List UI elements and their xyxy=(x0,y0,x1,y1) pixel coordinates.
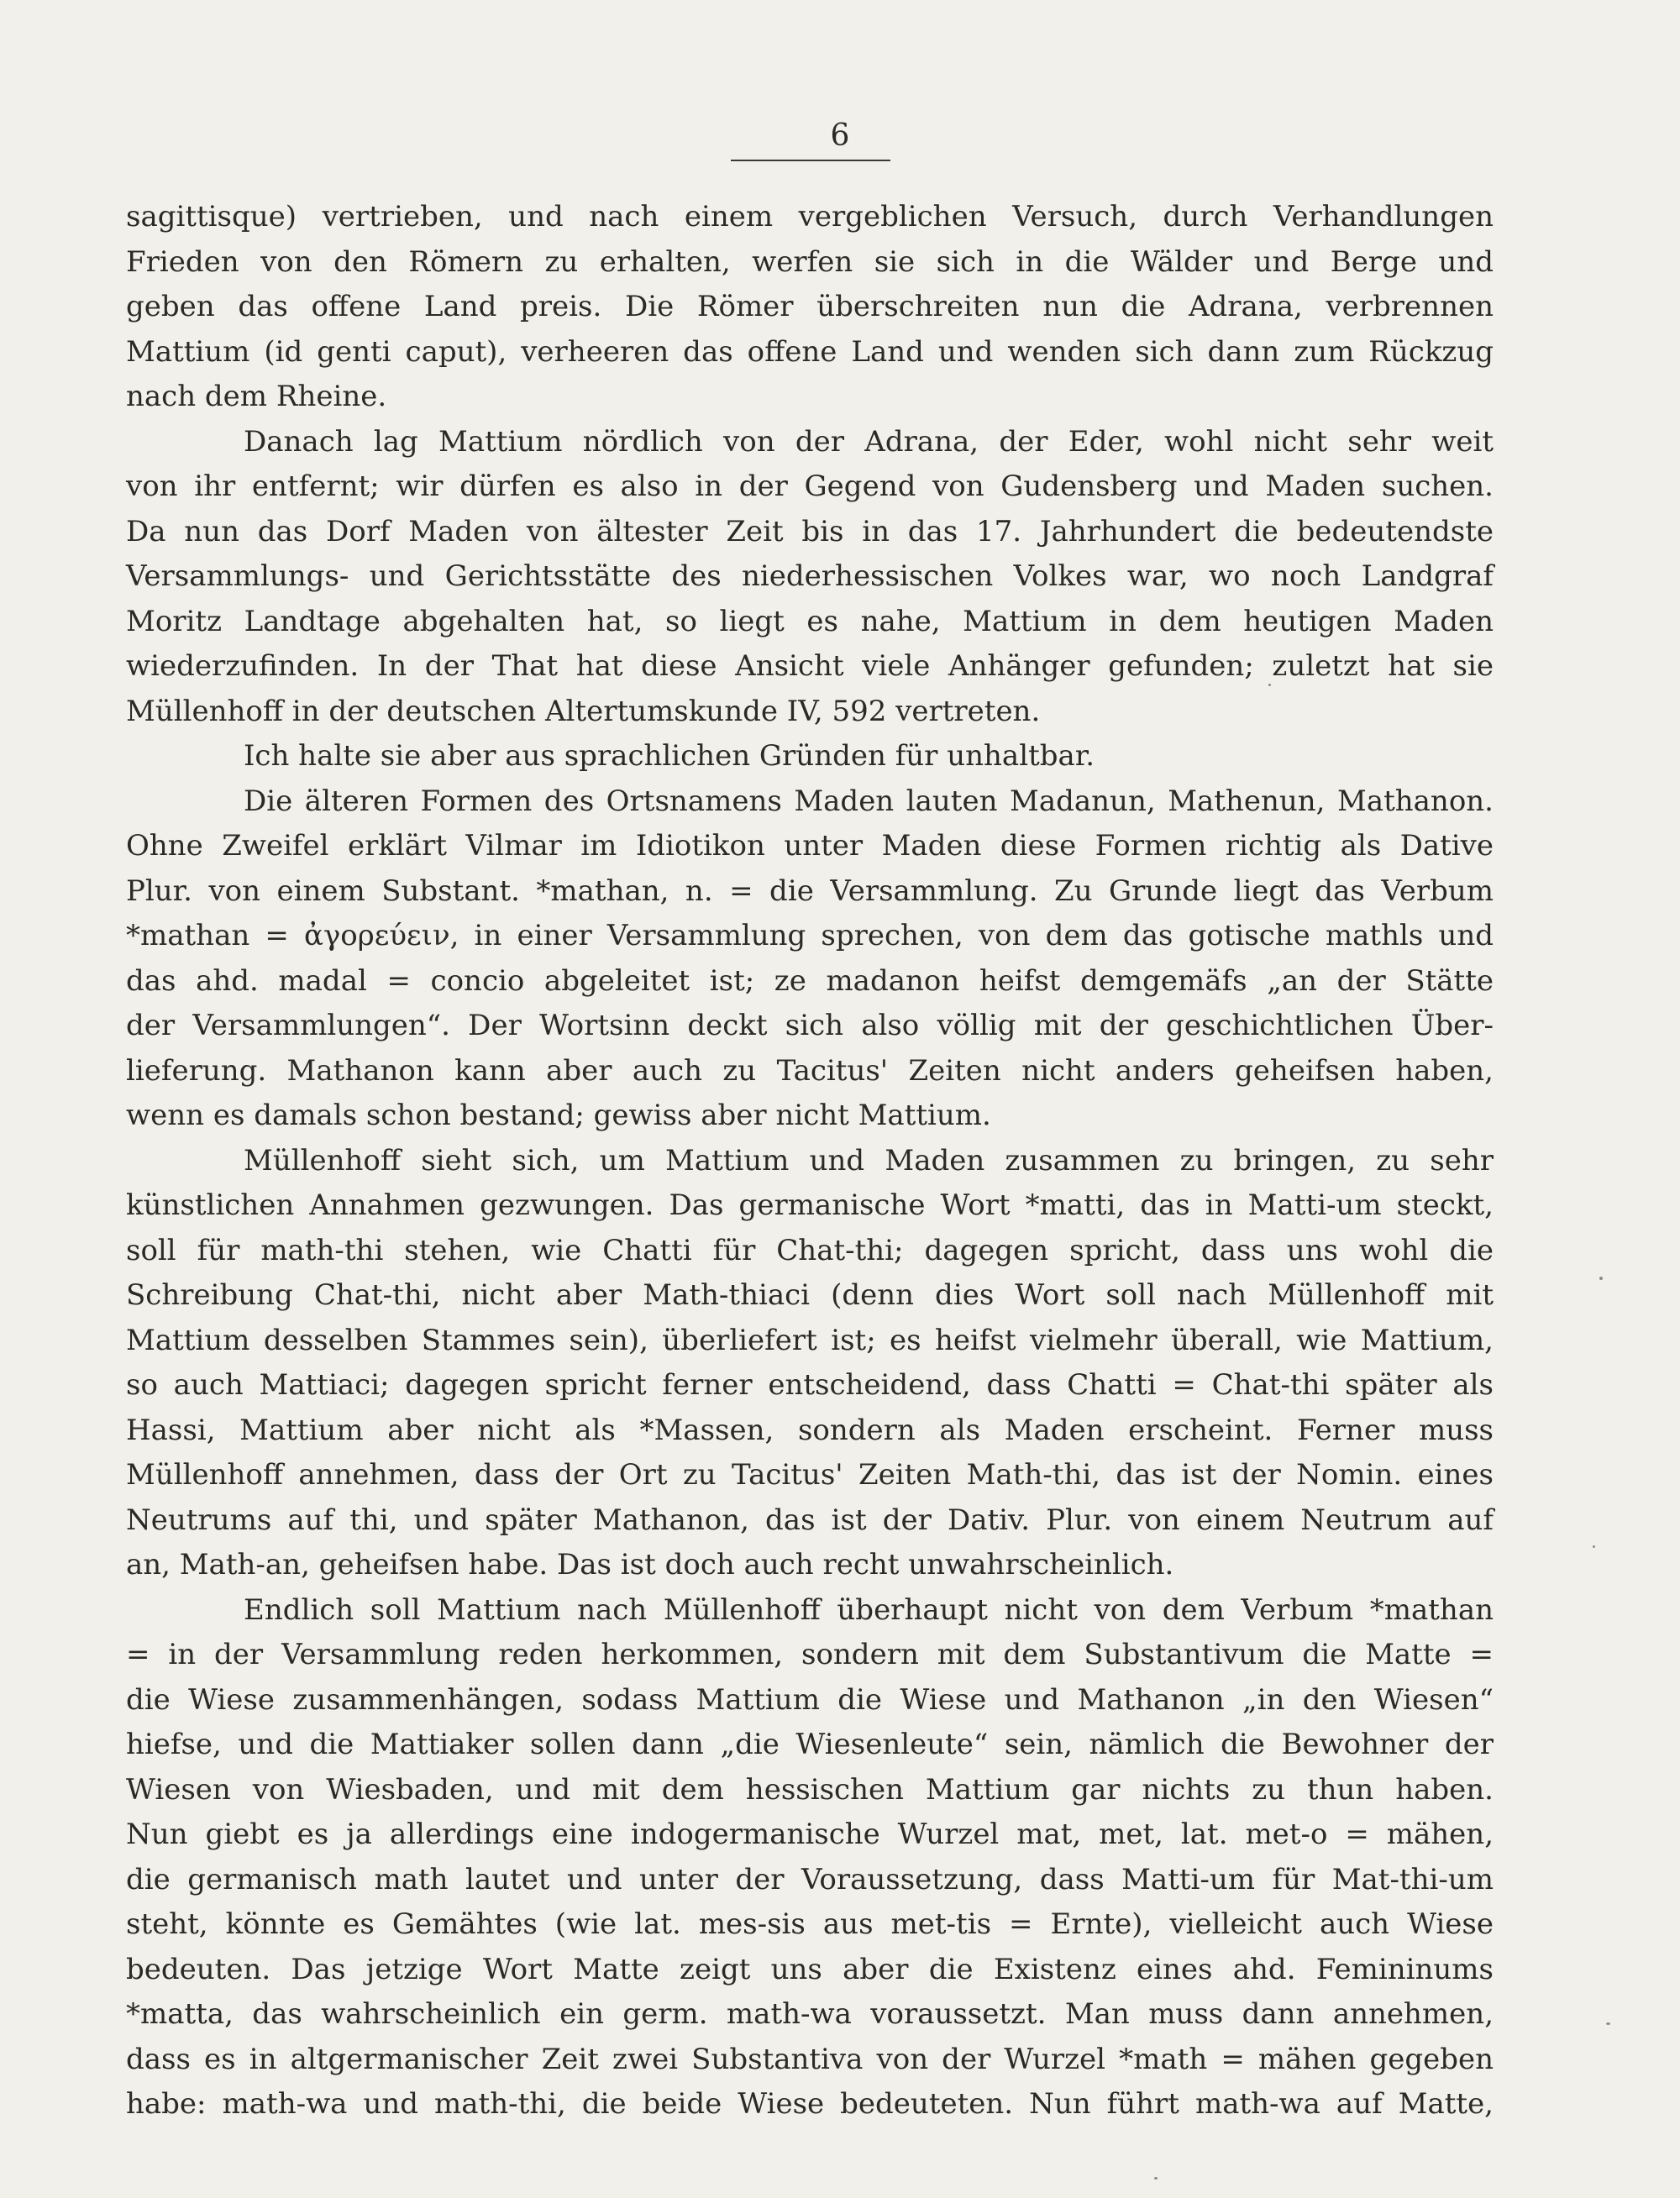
text-line: *matta, das wahrscheinlich ein germ. math-wa voraussetzt. Man muss dann annehmen, xyxy=(126,1997,1494,2031)
text-line: Neutrums auf thi, und später Mathanon, das ist der Dativ. Plur. von einem Neutrum auf xyxy=(126,1503,1494,1537)
text-line: Versammlungs- und Gerichtsstätte des niederhessischen Volkes war, wo noch Landgraf xyxy=(126,559,1494,593)
text-line: soll für math-thi stehen, wie Chatti für Chat-thi; dagegen spricht, dass uns wohl die xyxy=(126,1233,1494,1267)
text-line: *mathan = ἀγορεύειν, in einer Versammlung sprechen, von dem das gotische mathls und xyxy=(126,919,1494,952)
text-line: Mattium desselben Stammes sein), überliefert ist; es heifst vielmehr überall, wie Mattium, xyxy=(126,1323,1494,1357)
text-line: künstlichen Annahmen gezwungen. Das germanische Wort *matti, das in Matti-um steckt, xyxy=(126,1188,1494,1222)
text-line: wiederzufinden. In der That hat diese Ansicht viele Anhänger gefunden; zuletzt hat sie xyxy=(126,649,1494,683)
text-line: Mattium (id genti caput), verheeren das offene Land und wenden sich dann zum Rückzug xyxy=(126,334,1494,369)
text-line: Schreibung Chat-thi, nicht aber Math-thiaci (denn dies Wort soll nach Müllenhoff mit xyxy=(126,1278,1494,1312)
text-line: wenn es damals schon bestand; gewiss aber nicht Mattium. xyxy=(126,1099,991,1132)
text-line: Moritz Landtage abgehalten hat, so liegt es nahe, Mattium in dem heutigen Maden xyxy=(126,604,1494,638)
page-number: 6 xyxy=(830,118,850,153)
text-line: die germanisch math lautet und unter der Voraussetzung, dass Matti-um für Mat-thi-um xyxy=(126,1862,1494,1896)
text-line: Ich halte sie aber aus sprachlichen Gründen für unhaltbar. xyxy=(244,739,1095,773)
page-number-rule xyxy=(731,160,890,161)
scan-speck xyxy=(1606,2022,1610,2025)
text-line: die Wiese zusammenhängen, sodass Mattium die Wiese und Mathanon „in den Wiesen“ xyxy=(126,1682,1494,1717)
text-line: habe: math-wa und math-thi, die beide Wiese bedeuteten. Nun führt math-wa auf Matte, xyxy=(126,2087,1494,2121)
text-line: Ohne Zweifel erklärt Vilmar im Idiotikon unter Maden diese Formen richtig als Dative xyxy=(126,829,1494,863)
text-line: nach dem Rheine. xyxy=(126,380,387,413)
scan-speck xyxy=(1268,684,1271,686)
text-line: Die älteren Formen des Ortsnamens Maden lauten Madanun, Mathenun, Mathanon. xyxy=(244,784,1494,818)
text-line: dass es in altgermanischer Zeit zwei Substantiva von der Wurzel *math = mähen gegeben xyxy=(126,2042,1494,2076)
text-line: das ahd. madal = concio abgeleitet ist; ze madanon heifst demgemäfs „an der Stätte xyxy=(126,963,1494,998)
body-text xyxy=(126,195,1494,2127)
text-line: Endlich soll Mattium nach Müllenhoff überhaupt nicht von dem Verbum *mathan xyxy=(244,1592,1494,1627)
scan-speck xyxy=(1154,2177,1158,2180)
text-line: = in der Versammlung reden herkommen, sondern mit dem Substantivum die Matte = xyxy=(126,1638,1494,1671)
text-line: Müllenhoff annehmen, dass der Ort zu Tacitus' Zeiten Math-thi, das ist der Nomin. eines xyxy=(126,1458,1494,1492)
scan-speck xyxy=(1599,1277,1603,1280)
text-line: hiefse, und die Mattiaker sollen dann „die Wiesenleute“ sein, nämlich die Bewohner der xyxy=(126,1728,1494,1761)
text-line: Danach lag Mattium nördlich von der Adrana, der Eder, wohl nicht sehr weit xyxy=(244,424,1494,459)
text-line: Müllenhoff sieht sich, um Mattium und Maden zusammen zu bringen, zu sehr xyxy=(244,1143,1494,1178)
text-line: Müllenhoff in der deutschen Altertumskunde IV, 592 vertreten. xyxy=(126,694,1041,728)
text-line: der Versammlungen“. Der Wortsinn deckt sich also völlig mit der geschichtlichen Über- xyxy=(126,1009,1494,1042)
text-line: Nun giebt es ja allerdings eine indogermanische Wurzel mat, met, lat. met-o = mähen, xyxy=(126,1818,1494,1851)
text-line: Hassi, Mattium aber nicht als *Massen, sondern als Maden erscheint. Ferner muss xyxy=(126,1413,1494,1447)
text-line: sagittisque) vertrieben, und nach einem vergeblichen Versuch, durch Verhandlungen xyxy=(126,200,1494,233)
text-line: bedeuten. Das jetzige Wort Matte zeigt uns aber die Existenz eines ahd. Femininums xyxy=(126,1952,1494,1986)
text-line: geben das offene Land preis. Die Römer überschreiten nun die Adrana, verbrennen xyxy=(126,290,1494,323)
scan-speck xyxy=(1593,1545,1595,1548)
text-line: an, Math-an, geheifsen habe. Das ist doch auch recht unwahrscheinlich. xyxy=(126,1548,1174,1582)
text-line: Frieden von den Römern zu erhalten, werfen sie sich in die Wälder und Berge und xyxy=(126,244,1494,279)
text-line: Plur. von einem Substant. *mathan, n. = die Versammlung. Zu Grunde liegt das Verbum xyxy=(126,873,1494,908)
text-line: von ihr entfernt; wir dürfen es also in der Gegend von Gudensberg und Maden suchen. xyxy=(126,470,1494,503)
text-line: Da nun das Dorf Maden von ältester Zeit bis in das 17. Jahrhundert die bedeutendste xyxy=(126,514,1494,548)
text-line: so auch Mattiaci; dagegen spricht ferner entscheidend, dass Chatti = Chat-thi später als xyxy=(126,1368,1494,1402)
text-line: Wiesen von Wiesbaden, und mit dem hessischen Mattium gar nichts zu thun haben. xyxy=(126,1772,1494,1807)
text-line: lieferung. Mathanon kann aber auch zu Tacitus' Zeiten nicht anders geheifsen haben, xyxy=(126,1053,1494,1088)
text-line: steht, könnte es Gemähtes (wie lat. mes-sis aus met-tis = Ernte), vielleicht auch Wiese xyxy=(126,1907,1494,1941)
